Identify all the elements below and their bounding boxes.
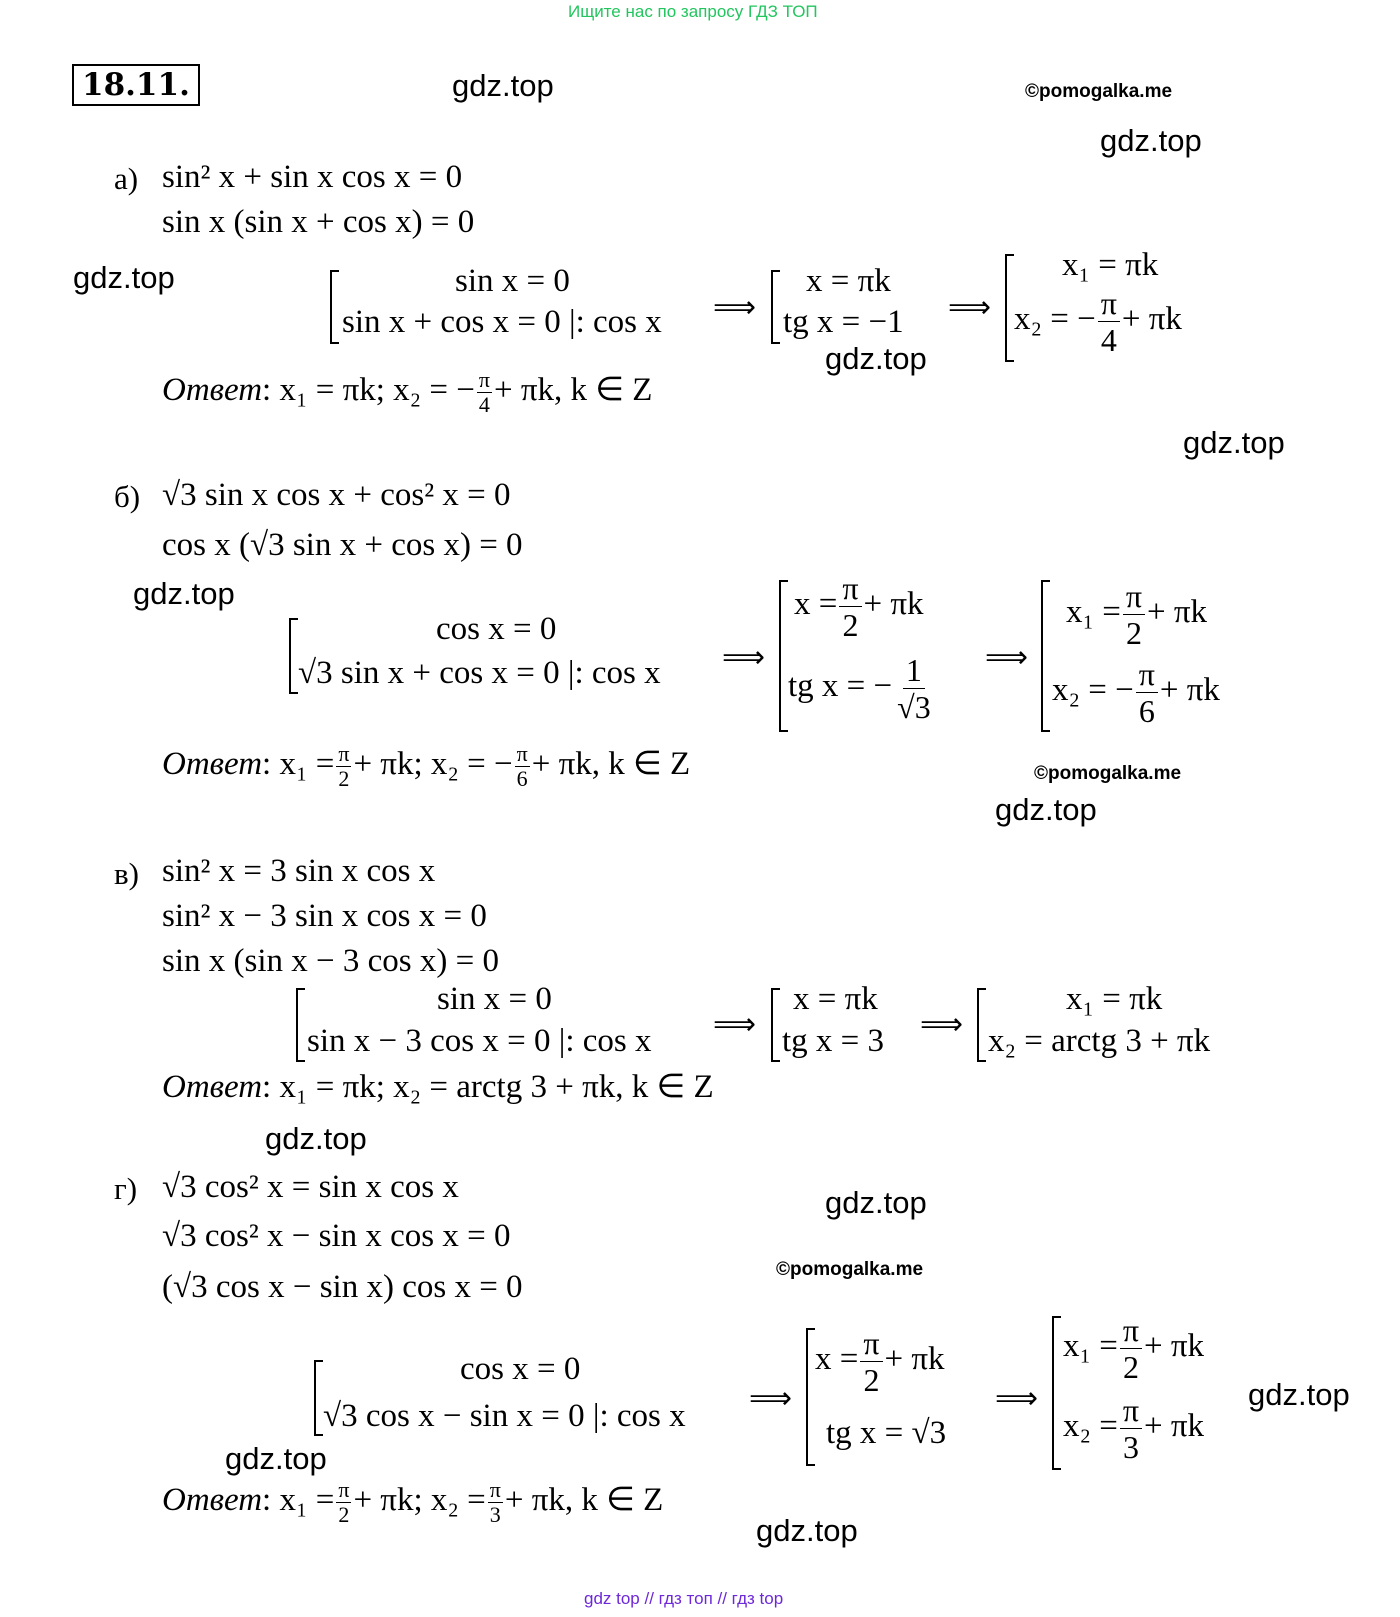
- system-b3-eq1: x₁ = $\frac{\pi}{2}$ + πk: [1066, 578, 1208, 651]
- system-bracket: [1041, 580, 1050, 732]
- top-banner: Ищите нас по запросу ГДЗ ТОП: [568, 2, 818, 21]
- system-g3-eq1: x₁ = $\frac{\pi}{2}$ + πk: [1063, 1312, 1205, 1385]
- system-bracket: [296, 988, 305, 1062]
- watermark-gdz: gdz.top: [1183, 425, 1285, 460]
- implies-arrow: ⟹: [985, 640, 1029, 675]
- answer-g: Ответ: x₁ = $\frac{\pi}{2}$ + πk; x₂ = $\frac{\pi}{3}$ + πk, k ∈ Z: [162, 1477, 664, 1527]
- system-a3-eq1: x₁ = πk: [1062, 247, 1159, 283]
- system-bracket: [314, 1360, 323, 1436]
- system-v2-eq2: tg x = 3: [782, 1023, 885, 1059]
- implies-arrow: ⟹: [713, 290, 757, 325]
- system-b2-eq2: tg x = − $\frac{1}{√3}$: [788, 652, 931, 725]
- equation-a-2: sin x (sin x + cos x) = 0: [162, 204, 475, 240]
- watermark-pomogalka: ©pomogalka.me: [1025, 81, 1173, 102]
- equation-a-1: sin² x + sin x cos x = 0: [162, 159, 463, 195]
- system-g2-eq1: x = $\frac{\pi}{2}$ + πk: [815, 1325, 945, 1398]
- system-b2-eq1: x = $\frac{\pi}{2}$ + πk: [794, 570, 924, 643]
- part-label-v: в): [114, 856, 139, 891]
- implies-arrow: ⟹: [749, 1381, 793, 1416]
- system-g1-eq2: √3 cos x − sin x = 0 |: cos x: [323, 1398, 686, 1434]
- system-g2-eq2: tg x = √3: [826, 1415, 947, 1451]
- watermark-gdz: gdz.top: [133, 576, 235, 611]
- system-bracket: [806, 1328, 815, 1466]
- system-bracket: [289, 618, 298, 694]
- equation-v-1: sin² x = 3 sin x cos x: [162, 853, 436, 889]
- system-b3-eq2: x₂ = − $\frac{\pi}{6}$ + πk: [1052, 656, 1220, 729]
- equation-g-1: √3 cos² x = sin x cos x: [162, 1169, 459, 1205]
- implies-arrow: ⟹: [948, 290, 992, 325]
- system-bracket: [1052, 1316, 1061, 1470]
- watermark-gdz: gdz.top: [265, 1121, 367, 1156]
- bottom-banner: gdz top // гдз топ // гдз top: [584, 1589, 784, 1608]
- equation-g-2: √3 cos² x − sin x cos x = 0: [162, 1218, 511, 1254]
- part-label-g: г): [114, 1171, 138, 1206]
- watermark-gdz: gdz.top: [995, 792, 1097, 827]
- system-a3-eq2: x₂ = − $\frac{\pi}{4}$ + πk: [1014, 285, 1182, 358]
- watermark-gdz: gdz.top: [825, 1185, 927, 1220]
- implies-arrow: ⟹: [722, 640, 766, 675]
- equation-b-1: √3 sin x cos x + cos² x = 0: [162, 477, 511, 513]
- implies-arrow: ⟹: [995, 1381, 1039, 1416]
- watermark-gdz: gdz.top: [73, 260, 175, 295]
- answer-a: Ответ: x₁ = πk; x₂ = − $\frac{\pi}{4}$ + πk, k ∈ Z: [162, 367, 653, 417]
- part-label-a: а): [114, 161, 139, 196]
- system-b1-eq1: cos x = 0: [436, 611, 557, 647]
- watermark-gdz: gdz.top: [1100, 123, 1202, 158]
- system-a1-eq2: sin x + cos x = 0 |: cos x: [342, 304, 662, 340]
- system-g3-eq2: x₂ = $\frac{\pi}{3}$ + πk: [1063, 1392, 1205, 1465]
- system-v1-eq1: sin x = 0: [437, 981, 552, 1017]
- answer-b: Ответ: x₁ = $\frac{\pi}{2}$ + πk; x₂ = − $\frac{\pi}{6}$ + πk, k ∈ Z: [162, 741, 691, 791]
- system-bracket: [1005, 254, 1014, 362]
- equation-v-3: sin x (sin x − 3 cos x) = 0: [162, 943, 499, 979]
- system-g1-eq1: cos x = 0: [460, 1351, 581, 1387]
- watermark-gdz: gdz.top: [452, 68, 554, 103]
- watermark-gdz: gdz.top: [1248, 1377, 1350, 1412]
- watermark-gdz: gdz.top: [756, 1513, 858, 1548]
- equation-b-2: cos x (√3 sin x + cos x) = 0: [162, 527, 523, 563]
- system-a1-eq1: sin x = 0: [455, 263, 570, 299]
- watermark-pomogalka: ©pomogalka.me: [776, 1259, 924, 1280]
- system-v1-eq2: sin x − 3 cos x = 0 |: cos x: [307, 1023, 652, 1059]
- watermark-gdz: gdz.top: [825, 341, 927, 376]
- watermark-gdz: gdz.top: [225, 1441, 327, 1476]
- equation-g-3: (√3 cos x − sin x) cos x = 0: [162, 1269, 523, 1305]
- answer-v: Ответ: x₁ = πk; x₂ = arctg 3 + πk, k ∈ Z: [162, 1069, 714, 1105]
- system-bracket: [977, 988, 986, 1062]
- system-b1-eq2: √3 sin x + cos x = 0 |: cos x: [298, 655, 661, 691]
- problem-number: 18.11.: [72, 64, 200, 106]
- system-bracket: [771, 988, 780, 1062]
- system-v3-eq2: x₂ = arctg 3 + πk: [988, 1023, 1211, 1059]
- part-label-b: б): [114, 479, 141, 514]
- system-v3-eq1: x₁ = πk: [1066, 981, 1163, 1017]
- system-v2-eq1: x = πk: [793, 981, 878, 1017]
- system-bracket: [779, 580, 788, 732]
- system-bracket: [771, 270, 780, 344]
- implies-arrow: ⟹: [920, 1007, 964, 1042]
- watermark-pomogalka: ©pomogalka.me: [1034, 763, 1182, 784]
- implies-arrow: ⟹: [713, 1007, 757, 1042]
- equation-v-2: sin² x − 3 sin x cos x = 0: [162, 898, 487, 934]
- system-a2-eq2: tg x = −1: [783, 304, 904, 340]
- system-bracket: [330, 270, 339, 344]
- system-a2-eq1: x = πk: [806, 263, 891, 299]
